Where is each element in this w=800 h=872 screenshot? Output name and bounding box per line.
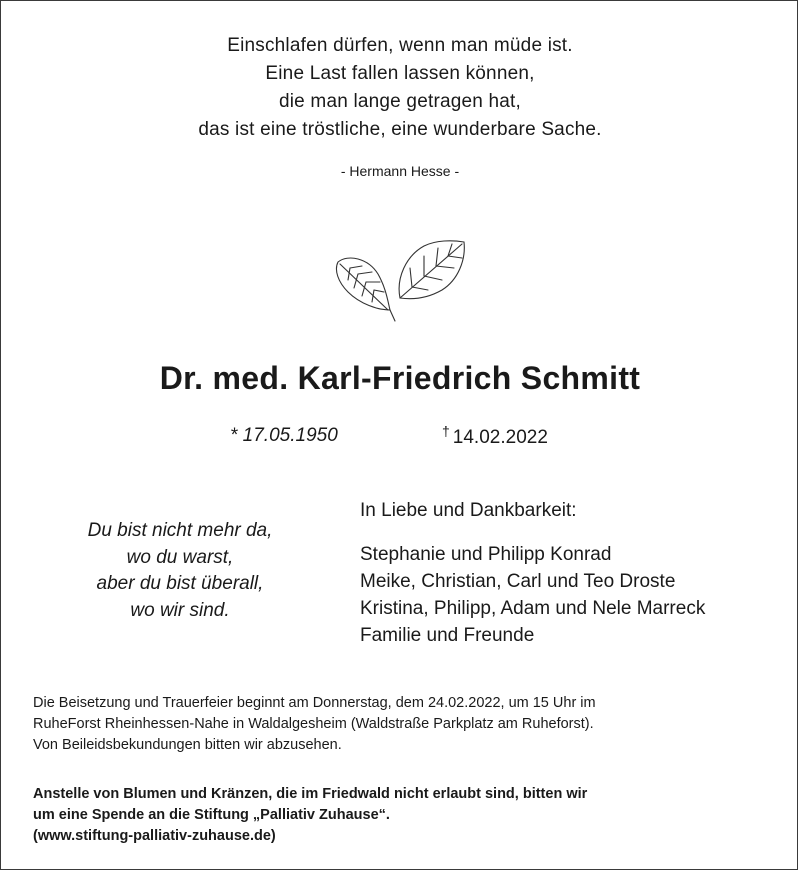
poem — [0, 32, 800, 144]
verse-line: Du bist nicht mehr da, — [87, 520, 273, 541]
mourner-entry: Kristina, Philipp, Adam und Nele Marreck — [360, 598, 706, 619]
death-date: 14.02.2022 — [452, 427, 548, 448]
verse-line: aber du bist überall, — [96, 573, 264, 594]
mourner-entry: Meike, Christian, Carl und Teo Droste — [360, 571, 676, 592]
birth-date: * 17.05.1950 — [230, 425, 338, 446]
info-line: Von Beileidsbekundungen bitten wir abzusehen. — [33, 737, 342, 753]
verse-line: wo du warst, — [126, 546, 234, 568]
poem-line: Eine Last fallen lassen können, — [265, 63, 535, 84]
poem-line: Einschlafen dürfen, wenn man müde ist. — [227, 35, 573, 56]
mourner-entry: Stephanie und Philipp Konrad — [360, 544, 612, 565]
funeral-info — [33, 693, 783, 756]
donation-link: (www.stiftung-palliativ-zuhause.de) — [33, 828, 276, 844]
poem-line: die man lange getragen hat, — [278, 91, 522, 112]
two-leaves-icon — [330, 228, 470, 328]
cross-icon: † — [442, 423, 450, 439]
mourners-list — [360, 541, 705, 649]
death-date-group — [442, 423, 548, 449]
donation-line: Anstelle von Blumen und Kränzen, die im Friedwald nicht erlaubt sind, bitten wir — [33, 786, 588, 802]
memorial-verse — [40, 518, 320, 624]
info-line: Die Beisetzung und Trauerfeier beginnt am Donnerstag, dem 24.02.2022, um 15 Uhr im — [33, 695, 596, 711]
donation-line: um eine Spende an die Stiftung „Palliativ Zuhause“. — [33, 807, 390, 823]
mourner-entry: Familie und Freunde — [360, 625, 535, 646]
info-line: RuheForst Rheinhessen-Nahe in Waldalgesheim (Waldstraße Parkplatz am Ruheforst). — [33, 716, 594, 732]
verse-line: wo wir sind. — [130, 599, 230, 621]
poem-line: das ist eine tröstliche, eine wunderbare Sache. — [198, 119, 602, 140]
deceased-name: Dr. med. Karl-Friedrich Schmitt — [159, 360, 641, 396]
poem-author: - Hermann Hesse - — [340, 163, 460, 179]
mourners-heading: In Liebe und Dankbarkeit: — [360, 500, 577, 521]
donation-request — [33, 784, 783, 847]
